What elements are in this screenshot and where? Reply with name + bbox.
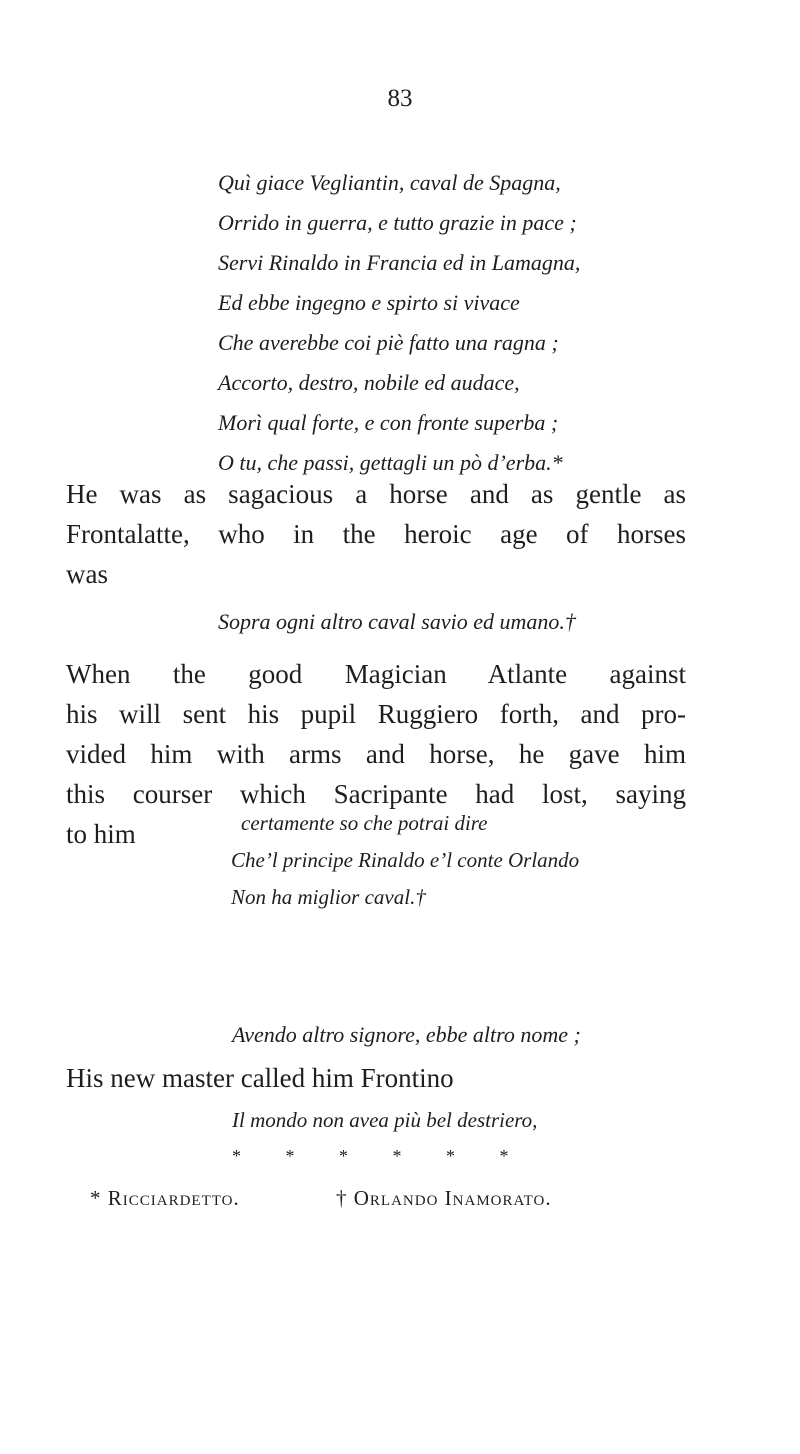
asterism: * — [232, 1146, 241, 1166]
prose-line: His new master called him Frontino — [66, 1063, 454, 1093]
verse-line: Il mondo non avea più bel destriero, — [232, 1108, 538, 1132]
verse-line: Quì giace Vegliantin, caval de Spagna, — [218, 170, 561, 195]
prose-line: this courser which Sacripante had lost, saying — [66, 779, 686, 809]
page-number: 83 — [387, 85, 413, 112]
verse-certamente — [231, 805, 580, 916]
footnote-orlando-inamorato: † Orlando Inamorato. — [336, 1186, 552, 1210]
prose-line: He was as sagacious a horse and as gentle as — [66, 479, 686, 509]
verse-line: Ed ebbe ingegno e spirto si vivace — [218, 290, 520, 315]
verse-il-mondo — [232, 1102, 537, 1142]
verse-line: Morì qual forte, e con fronte superba ; — [218, 410, 559, 435]
verse-line: Accorto, destro, nobile ed audace, — [218, 370, 520, 395]
prose-line: vided him with arms and horse, he gave him — [66, 739, 686, 769]
verse-line: Orrido in guerra, e tutto grazie in pace ; — [218, 210, 577, 235]
asterism: * — [499, 1146, 509, 1166]
prose-line: Frontalatte, who in the heroic age of horses — [66, 519, 686, 549]
verse-line: Non ha miglior caval.† — [231, 885, 426, 909]
quote-sopra-ogni: Sopra ogni altro caval savio ed umano.† — [218, 609, 576, 634]
asterism-row — [232, 1144, 549, 1168]
asterism: * — [392, 1146, 402, 1166]
prose-line: his will sent his pupil Ruggiero forth, and pro- — [66, 699, 686, 729]
prose-paragraph-frontalatte — [66, 474, 686, 594]
prose-paragraph-frontino — [66, 1058, 686, 1098]
verse-stanza-vegliantin — [218, 163, 580, 483]
verse-line: Servi Rinaldo in Francia ed in Lamagna, — [218, 250, 581, 275]
asterism: * — [285, 1146, 295, 1166]
verse-line: certamente so che potrai dire — [241, 811, 488, 835]
verse-line: Che averebbe coi piè fatto una ragna ; — [218, 330, 559, 355]
footnote-ricciardetto: * Ricciardetto. — [90, 1186, 240, 1210]
quote-avendo-altro: Avendo altro signore, ebbe altro nome ; — [232, 1022, 581, 1047]
prose-line: was — [66, 559, 108, 589]
prose-line: to him — [66, 819, 136, 849]
prose-line: When the good Magician Atlante against — [66, 659, 686, 689]
verse-line: O tu, che passi, gettagli un pò d’erba.* — [218, 450, 563, 475]
asterism: * — [339, 1146, 348, 1166]
verse-line: Che’l principe Rinaldo e’l conte Orlando — [231, 848, 580, 872]
asterism: * — [446, 1146, 455, 1166]
